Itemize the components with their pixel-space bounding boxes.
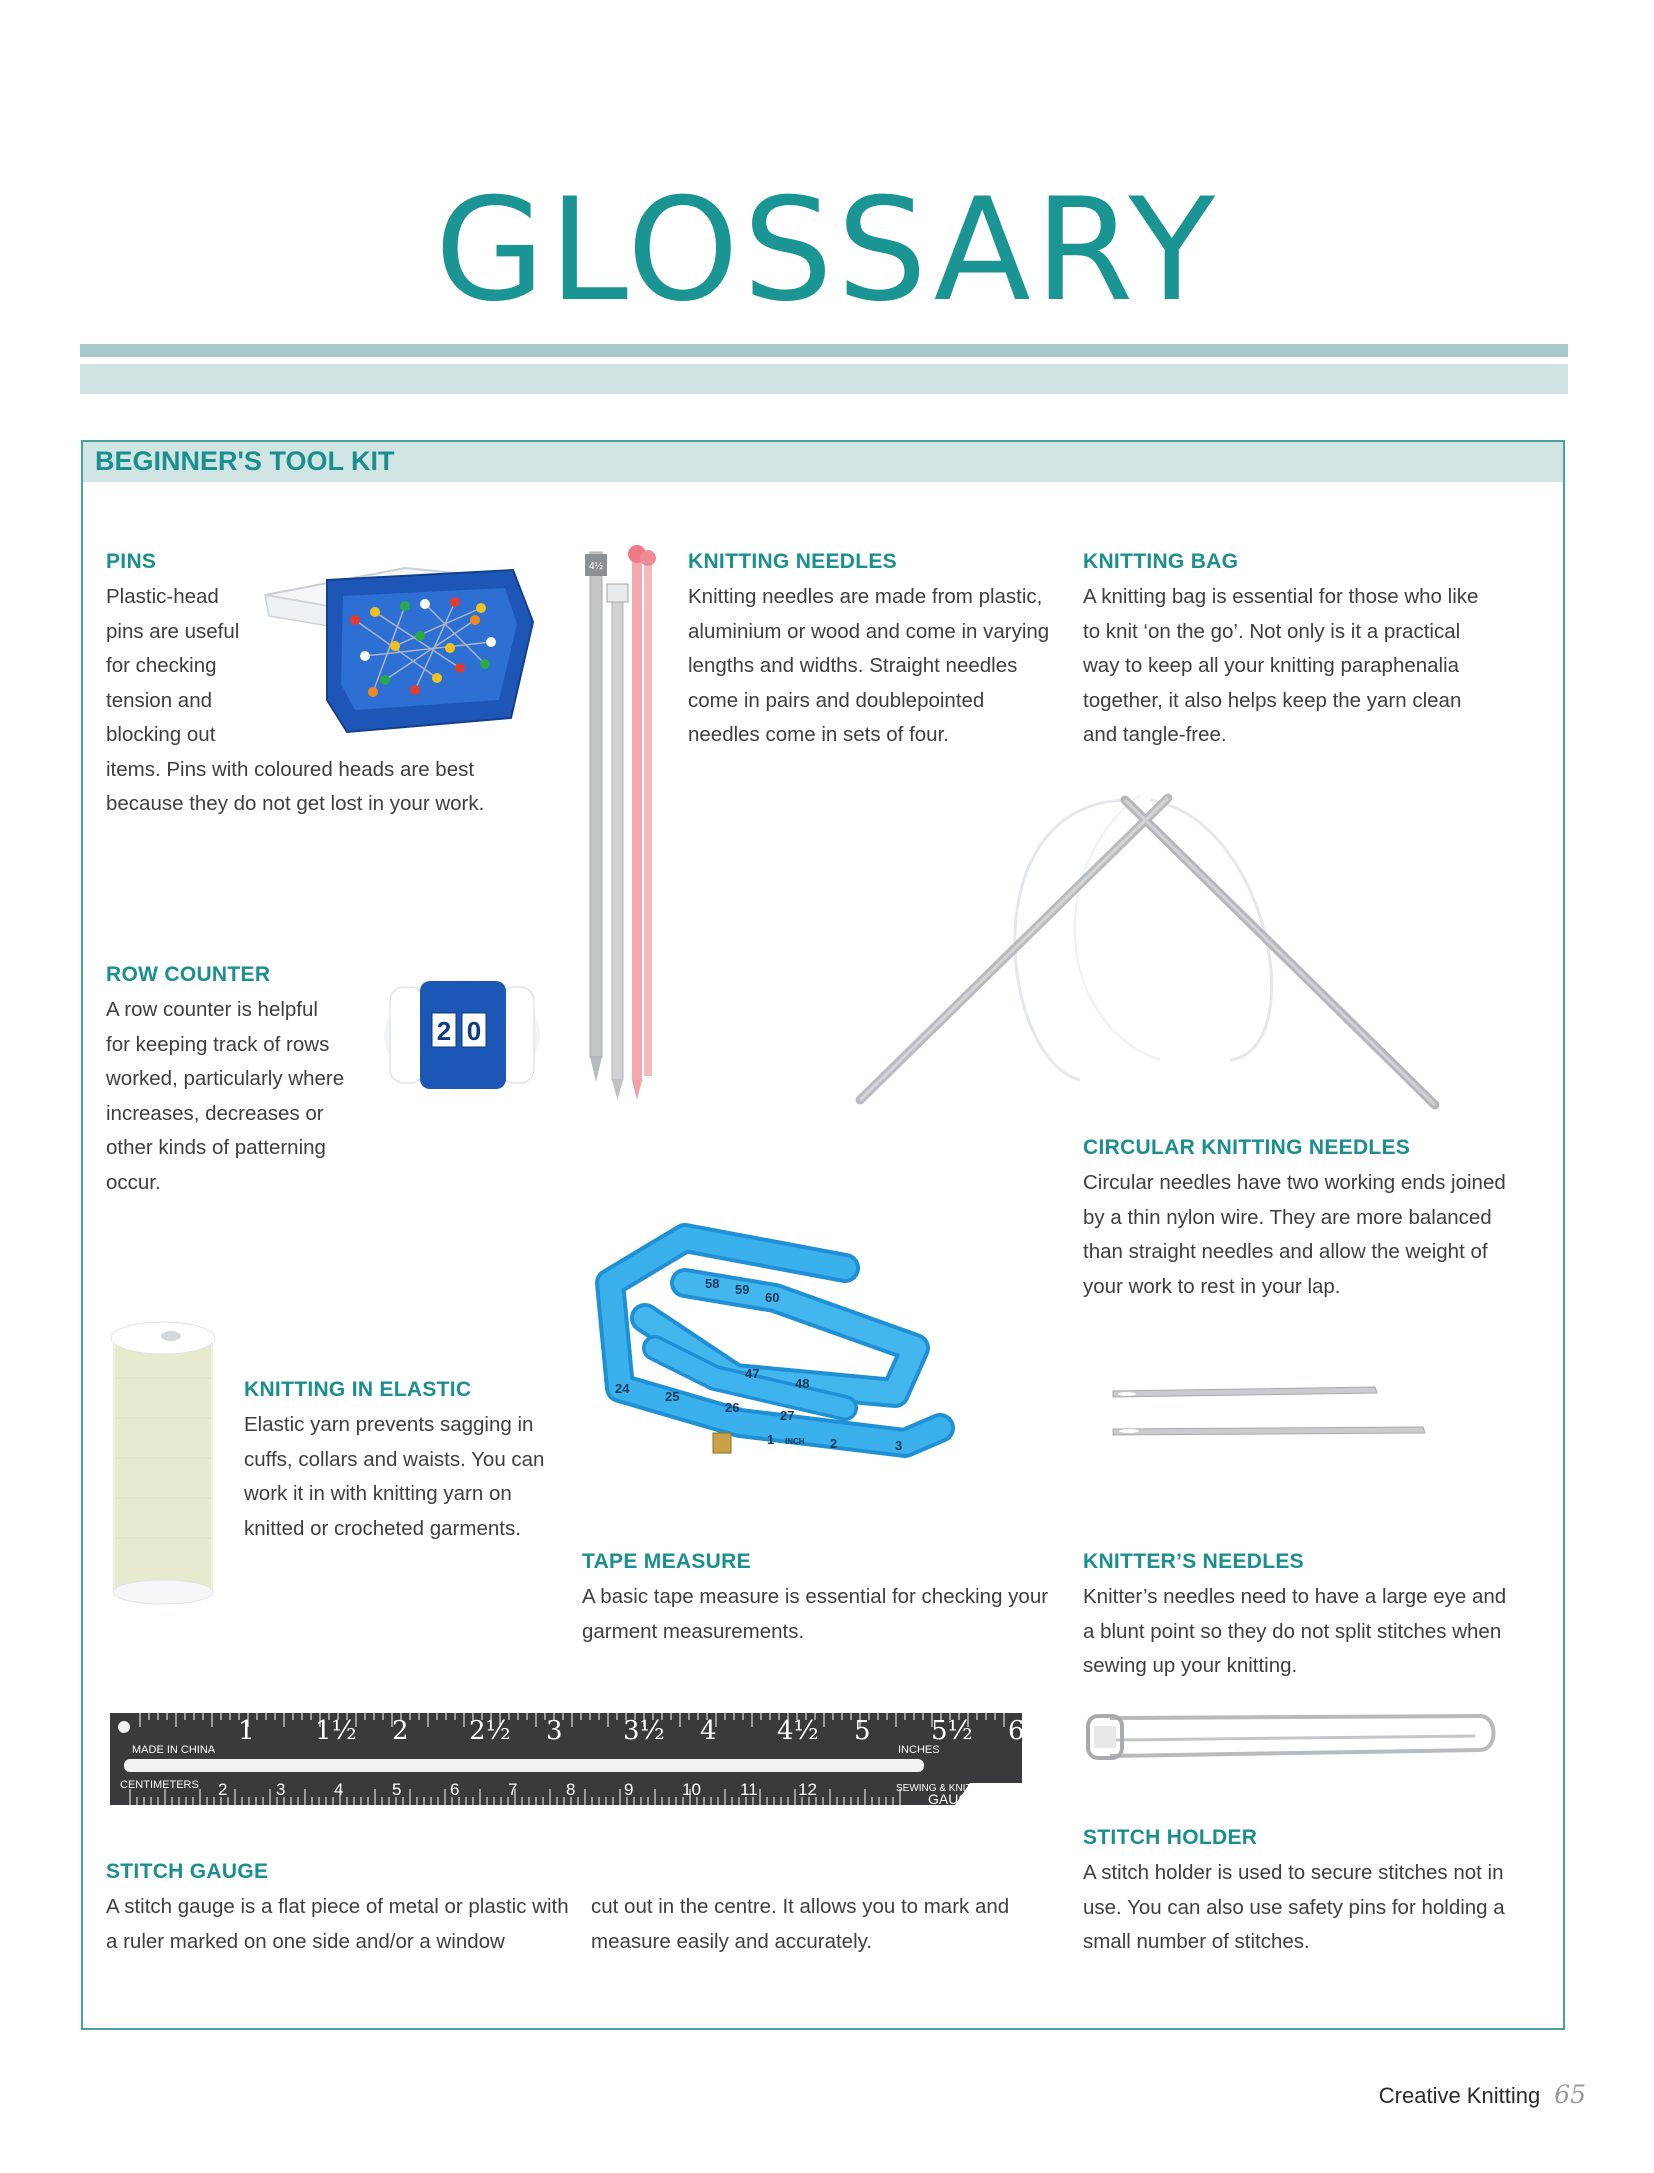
gauge-cm-label: 11 [740,1780,758,1799]
elastic-spool-image [105,1318,225,1608]
gauge-cm-label: 6 [450,1780,460,1799]
gauge-inch-label: 1 [238,1716,255,1746]
gauge-inch-label: 3 [546,1716,563,1746]
stitch-holder-heading: STITCH HOLDER [1083,1826,1258,1849]
stitch-gauge-text-left [106,1890,569,1959]
gauge-inch-label: 5 [854,1716,871,1746]
text-line: use. You can also use safety pins for holding a [1083,1895,1505,1919]
text-line: occur. [106,1170,161,1194]
gauge-cm-label: 10 [682,1780,701,1799]
tape-measure-image [595,1228,955,1468]
knitting-bag-heading: KNITTING BAG [1083,550,1239,573]
tape-number-48: 48 [795,1376,810,1391]
tape-number-25: 25 [665,1389,680,1404]
text-line: cuffs, collars and waists. You can [244,1447,545,1471]
row-counter-heading: ROW COUNTER [106,963,271,986]
tape-number-3: 3 [895,1438,903,1453]
text-line: pins are useful [106,619,240,643]
text-line: measure easily and accurately. [591,1929,873,1953]
stitch-holder-image [1080,1710,1500,1766]
text-line: lengths and widths. Straight needles [688,654,1018,677]
text-line: A stitch gauge is a flat piece of metal or plastic with [106,1895,569,1918]
text-line: knitted or crocheted garments. [244,1516,521,1540]
tape-number-27: 27 [780,1408,795,1423]
gauge-cm-label: 8 [566,1780,576,1799]
text-line: garment measurements. [582,1619,805,1643]
gauge-cm-label: 9 [624,1780,634,1799]
text-line: small number of stitches. [1083,1930,1310,1953]
text-line: A basic tape measure is essential for checking your [582,1585,1049,1608]
stitch-holder-text [1083,1856,1505,1960]
page-number: 65 [1554,2080,1586,2109]
text-line: work it in with knitting yarn on [244,1482,512,1505]
gauge-cm-label: 4 [334,1780,344,1799]
text-line: than straight needles and allow the weight of [1083,1240,1488,1263]
text-line: Knitting needles are made from plastic, [688,585,1043,608]
text-line: aluminium or wood and come in varying [688,619,1050,643]
text-line: your work to rest in your lap. [1083,1274,1341,1298]
text-line: come in pairs and doublepointed [688,688,985,712]
text-line: Knitter’s needles need to have a large eye and [1083,1585,1507,1608]
gauge-brand-line1: SEWING & KNITTING [896,1783,996,1794]
text-line: by a thin nylon wire. They are more balanced [1083,1205,1492,1229]
text-line: sewing up your knitting. [1083,1654,1298,1677]
gauge-made-in: MADE IN CHINA [132,1744,216,1756]
gauge-cm-label: 12 [798,1780,817,1799]
text-line: and tangle-free. [1083,723,1227,746]
knitting-elastic-text [244,1408,544,1546]
row-counter-text [106,993,344,1200]
stitch-gauge-heading: STITCH GAUGE [106,1860,269,1883]
gauge-inches-label: INCHES [898,1744,940,1756]
text-line: a ruler marked on one side and/or a window [106,1929,505,1953]
gauge-centimeters-label: CENTIMETERS [120,1779,199,1791]
text-line: blocking out [106,723,216,746]
circular-needles-image [850,760,1450,1110]
page-footer [1379,2080,1586,2109]
stitch-gauge-image [110,1705,1025,1817]
tape-number-47: 47 [745,1366,760,1381]
text-line: increases, decreases or [106,1101,324,1125]
publication-name: Creative Knitting [1378,2083,1541,2108]
gauge-inch-label: 1½ [315,1716,357,1746]
gauge-brand-line2: GAUGE [928,1791,979,1807]
text-line: for keeping track of rows [106,1032,330,1056]
pins-box-image [255,560,550,735]
text-line: worked, particularly where [106,1067,345,1090]
row-counter-image [380,975,545,1095]
tape-number-58: 58 [705,1276,720,1291]
text-line: A row counter is helpful [106,998,318,1021]
tape-inch-label: INCH [785,1437,805,1446]
knitters-needles-heading: KNITTER’S NEEDLES [1083,1550,1304,1573]
pins-heading: PINS [106,550,157,573]
knitters-needles-image [1105,1375,1445,1445]
text-line: tension and [106,688,213,712]
text-line: to knit ‘on the go’. Not only is it a practical [1083,619,1461,643]
gauge-inch-label: 3½ [623,1716,665,1746]
gauge-inch-label: 4½ [777,1716,819,1746]
stitch-gauge-text-right [591,1890,1009,1959]
knitting-bag-text [1083,580,1478,753]
text-line: A knitting bag is essential for those who like [1083,585,1479,608]
gauge-inch-label: 2½ [469,1716,511,1746]
knitting-needles-text [688,580,1049,753]
gauge-inch-label: 4 [700,1716,717,1746]
text-line: way to keep all your knitting paraphenalia [1083,654,1460,677]
text-line: Plastic-head [106,585,219,608]
text-line: Circular needles have two working ends joined [1083,1171,1506,1194]
text-line: items. Pins with coloured heads are best [106,757,475,781]
needle-size-label: 4½ [589,561,603,572]
title-rule-dark [80,344,1568,357]
text-line: for checking [106,654,217,677]
straight-needles-image [580,540,660,1095]
knitters-needles-text [1083,1580,1506,1684]
title-rule-light [80,364,1568,394]
tape-number-24: 24 [615,1381,630,1396]
tape-number-1: 1 [767,1432,775,1447]
circular-needles-heading: CIRCULAR KNITTING NEEDLES [1083,1136,1411,1159]
gauge-cm-label: 3 [276,1780,286,1799]
tape-number-59: 59 [735,1282,750,1297]
tape-number-60: 60 [765,1290,780,1305]
tape-number-2: 2 [830,1436,838,1451]
text-line: Elastic yarn prevents sagging in [244,1413,534,1436]
tape-measure-heading: TAPE MEASURE [582,1550,751,1573]
text-line: cut out in the centre. It allows you to mark and [591,1895,1010,1918]
gauge-cm-label: 2 [218,1780,228,1799]
section-header [83,442,1563,482]
page-title: GLOSSARY [434,168,1220,333]
circular-needles-text [1083,1166,1506,1304]
gauge-inch-label: 6 [1008,1716,1025,1746]
row-counter-digit-2: 0 [466,1016,482,1046]
gauge-inch-label: 2 [392,1716,409,1746]
tape-measure-text [582,1580,1048,1649]
gauge-cm-label: 5 [392,1780,402,1799]
knitting-elastic-heading: KNITTING IN ELASTIC [244,1378,472,1401]
section-title: BEGINNER'S TOOL KIT [95,446,395,476]
text-line: because they do not get lost in your work. [106,792,485,815]
text-line: other kinds of patterning [106,1136,326,1159]
text-line: needles come in sets of four. [688,723,949,746]
text-line: together, it also helps keep the yarn clean [1083,688,1462,712]
knitting-needles-heading: KNITTING NEEDLES [688,550,897,573]
gauge-cm-label: 7 [508,1780,518,1799]
text-line: a blunt point so they do not split stitches when [1083,1619,1502,1643]
gauge-inch-label: 5½ [931,1716,973,1746]
tape-number-26: 26 [725,1400,740,1415]
row-counter-digit-1: 2 [436,1016,452,1046]
text-line: A stitch holder is used to secure stitches not in [1083,1861,1504,1884]
